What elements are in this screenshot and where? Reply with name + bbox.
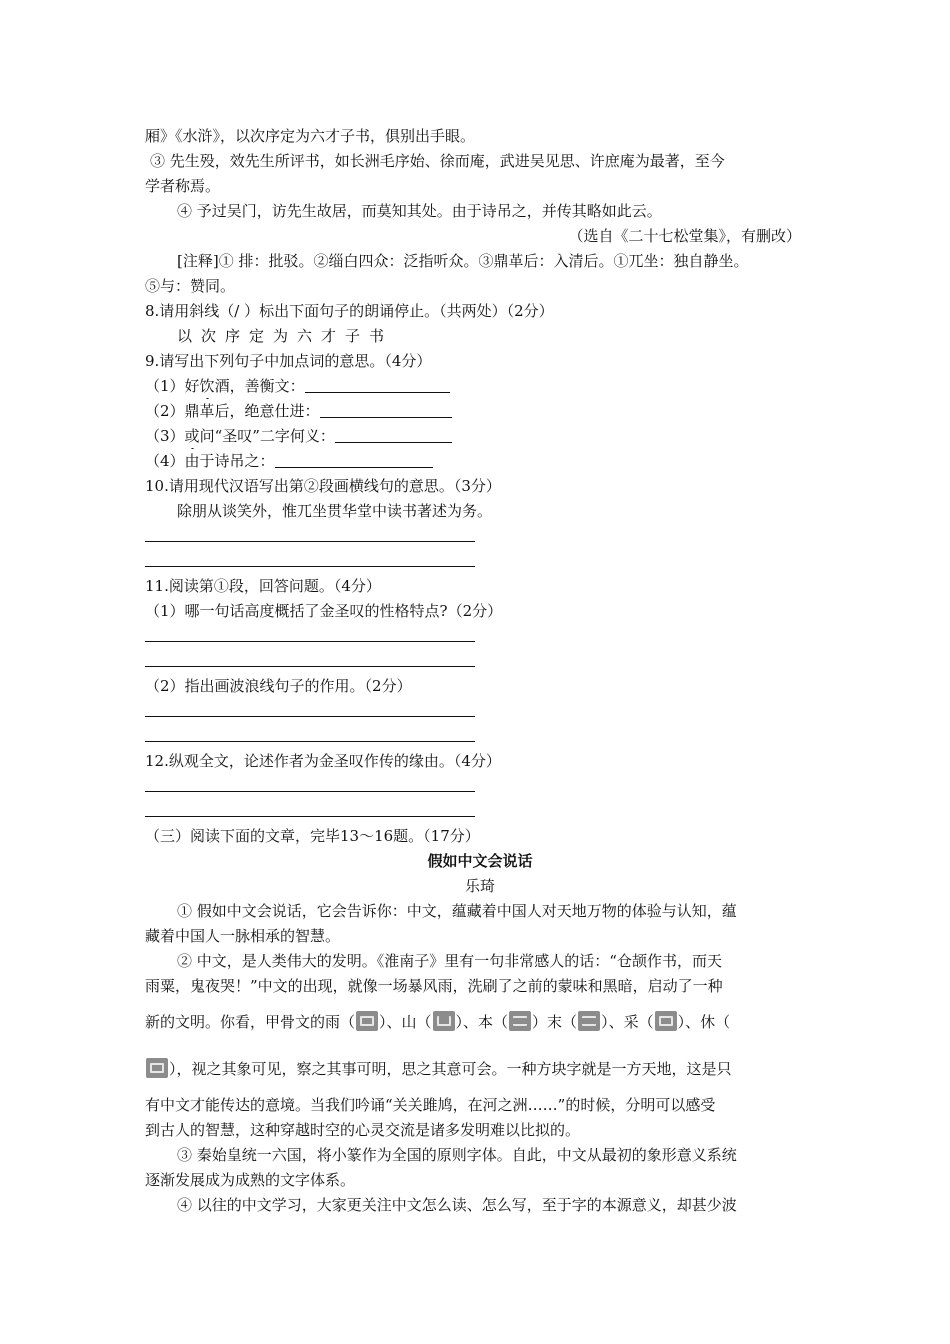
- answer-line[interactable]: [145, 724, 815, 749]
- oracle-bone-rest-icon: [146, 1058, 168, 1078]
- article-paragraph-2-glyph-line: 新的文明。你看，甲骨文的雨（ ）、山（ ）、本（ ）末（ ）、采（ ）、休（: [145, 1013, 731, 1031]
- oracle-bone-root-icon: [509, 1011, 531, 1031]
- article-author: 乐琦: [464, 877, 495, 895]
- passage-paragraph-3-cont: 学者称焉。: [145, 177, 221, 195]
- passage-source: （选自《二十七松堂集》，有删改）: [568, 227, 801, 245]
- answer-line[interactable]: [145, 799, 815, 824]
- question-8-sentence: 以次序定为六才子书: [177, 327, 394, 345]
- answer-blank[interactable]: [320, 401, 452, 418]
- oracle-bone-pick-icon: [655, 1011, 677, 1031]
- article-paragraph-1-cont: 藏着中国人一脉相承的智慧。: [145, 927, 341, 945]
- question-11-sub-2: （2）指出画波浪线句子的作用。（2分）: [145, 677, 412, 695]
- question-9-stem: 9.请写出下列句子中加点词的意思。（4分）: [145, 352, 432, 370]
- oracle-bone-mountain-icon: [433, 1011, 455, 1031]
- answer-line[interactable]: [145, 549, 815, 574]
- dotted-word: 饮: [200, 374, 215, 399]
- article-paragraph-3-cont: 逐渐发展成为成熟的文字体系。: [145, 1171, 356, 1189]
- article-paragraph-2-line-6: 到古人的智慧，这种穿越时空的心灵交流是诸多发明难以比拟的。: [145, 1121, 581, 1139]
- question-8-stem: 8.请用斜线（/ ）标出下面句子的朗诵停止。（共两处）（2分）: [145, 302, 554, 320]
- oracle-bone-rain-icon: [356, 1011, 378, 1031]
- question-9-item-3: （3）或问“圣叹”二字何义：: [145, 424, 815, 449]
- notes: [注释]① 排：批驳。②缁白四众：泛指听众。③鼎革后：入清后。①兀坐：独自静坐。: [177, 252, 749, 270]
- page-content: [145, 124, 815, 1218]
- answer-line[interactable]: [145, 774, 815, 799]
- passage-line: 厢》《水浒》，以次序定为六才子书，俱别出手眼。: [145, 127, 476, 145]
- question-11-sub-1: （1）哪一句话高度概括了金圣叹的性格特点?（2分）: [145, 602, 503, 620]
- question-10-sentence: 除朋从谈笑外，惟兀坐贯华堂中读书著述为务。: [177, 502, 493, 520]
- passage-paragraph-3: ③ 先生殁，效先生所评书，如长洲毛序始、徐而庵，武进吴见思、许庶庵为最著，至今: [150, 152, 725, 170]
- question-11-stem: 11.阅读第①段，回答问题。（4分）: [145, 577, 381, 595]
- answer-line[interactable]: [145, 699, 815, 724]
- question-12-stem: 12.纵观全文，论述作者为金圣叹作传的缘由。（4分）: [145, 752, 501, 770]
- answer-blank[interactable]: [275, 451, 433, 468]
- article-paragraph-3: ③ 秦始皇统一六国，将小篆作为全国的原则字体。自此，中文从最初的象形意义系统: [177, 1146, 737, 1164]
- article-paragraph-2: ② 中文，是人类伟大的发明。《淮南子》里有一句非常感人的话：“仓颉作书，而天: [177, 952, 722, 970]
- article-title: 假如中文会说话: [427, 852, 533, 870]
- article-paragraph-1: ① 假如中文会说话，它会告诉你：中文，蕴藏着中国人对天地万物的体验与认知，蕴: [177, 902, 737, 920]
- answer-blank[interactable]: [305, 376, 450, 393]
- question-9-item-1: （1）好饮酒，善衡文：: [145, 374, 815, 399]
- answer-line[interactable]: [145, 524, 815, 549]
- article-paragraph-2-line-5: 有中文才能传达的意境。当我们吟诵“关关雎鸠，在河之洲……”的时候，分明可以感受: [145, 1096, 716, 1114]
- question-9-item-2: （2）鼎革后，绝意仕进：: [145, 399, 815, 424]
- article-paragraph-4: ④ 以往的中文学习，大家更关注中文怎么读、怎么写，至于字的本源意义，却甚少波: [177, 1196, 737, 1214]
- dotted-word: 或: [185, 424, 200, 449]
- passage-paragraph-4: ④ 予过吴门，访先生故居，而莫知其处。由于诗吊之，并传其略如此云。: [177, 202, 662, 220]
- section-3-intro: （三）阅读下面的文章，完毕13～16题。（17分）: [145, 827, 480, 845]
- article-paragraph-2-cont: 雨粟，鬼夜哭！”中文的出现，就像一场暴风雨，洗刷了之前的蒙味和黑暗，启动了一种: [145, 977, 723, 995]
- question-10-stem: 10.请用现代汉语写出第②段画横线句的意思。（3分）: [145, 477, 501, 495]
- article-paragraph-2-glyph-line-2: ），视之其象可见，察之其事可明，思之其意可会。一种方块字就是一方天地，这是只: [145, 1046, 815, 1093]
- oracle-bone-tip-icon: [578, 1011, 600, 1031]
- answer-line[interactable]: [145, 649, 815, 674]
- question-9-item-4: （4）由于诗吊之：: [145, 449, 815, 474]
- answer-line[interactable]: [145, 624, 815, 649]
- notes-cont: ⑤与：赞同。: [145, 277, 236, 295]
- answer-blank[interactable]: [335, 426, 452, 443]
